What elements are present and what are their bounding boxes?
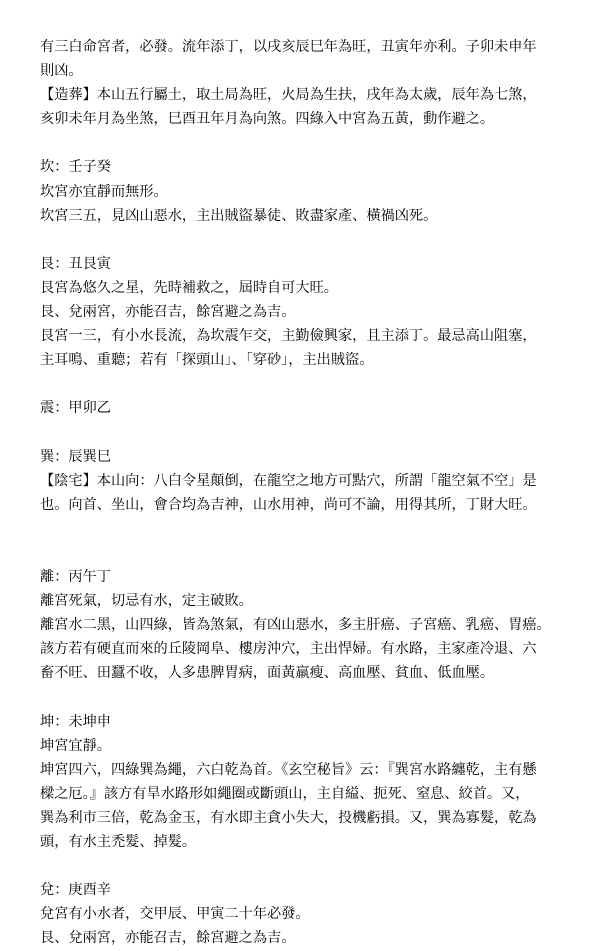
paragraph-gap [40, 228, 596, 252]
text-line: 坤宮四六，四綠巽為繩，六白乾為首。《玄空秘旨》云：『巽宮水路纏乾，主有懸 [40, 761, 537, 778]
section-heading-kan: 坎：壬子癸 [40, 159, 111, 176]
text-line: 該方若有硬直而來的丘陵岡阜、樓房沖穴，主出悍婦。有水路，主家產冷退、六 [40, 641, 537, 658]
paragraph-gap [40, 517, 596, 565]
text-line: 坎宮亦宜靜而無形。 [40, 183, 168, 200]
text-line: 也。向首、坐山，會合均為吉神，山水用神，尚可不論，用得其所，丁財大旺。 [40, 496, 537, 513]
text-line: 艮、兌兩宮，亦能召吉，餘宮避之為吉。 [40, 930, 296, 947]
text-line: 主耳鳴、重聽；若有「探頭山」、「穿砂」，主出賊盜。 [40, 352, 374, 369]
paragraph-gap [40, 131, 596, 155]
text-line: 艮、兌兩宮，亦能召吉，餘宮避之為吉。 [40, 304, 296, 321]
section-heading-xun: 巽：辰巽巳 [40, 448, 111, 465]
text-line: 巽為利市三倍，乾為金玉，有水即主貪小失大，投機虧損。又，巽為寡髮，乾為 [40, 810, 537, 826]
text-line: 則凶。 [40, 63, 83, 80]
text-line: 坤宮宜靜。 [40, 737, 111, 754]
text-line: 有三白命宮者，必發。流年添丁，以戌亥辰巳年為旺，丑寅年亦利。子卯未申年 [40, 39, 537, 55]
paragraph-gap [40, 854, 596, 878]
section-heading-zhen: 震：甲卯乙 [40, 400, 111, 417]
section-heading-gen: 艮：丑艮寅 [40, 255, 111, 272]
paragraph-gap [40, 372, 596, 396]
section-heading-kun: 坤：未坤申 [40, 713, 111, 730]
document-page [40, 35, 596, 951]
text-line: 亥卯未年月為坐煞，巳酉丑年月為向煞。四綠入中宮為五黃，動作避之。 [40, 111, 495, 128]
text-line: 兌宮有小水者，交甲辰、甲寅二十年必發。 [40, 906, 310, 923]
text-line: 樑之厄。』該方有旱水路形如繩圈或斷頭山，主自縊、扼死、窒息、絞首。又， [40, 785, 530, 802]
text-line: 【造葬】本山五行屬土，取土局為旺，火局為生扶，戌年為太歲，辰年為七煞， [40, 87, 537, 104]
text-line: 【陰宅】本山向：八白令星顛倒，在龍空之地方可點穴，所謂「龍空氣不空」是 [40, 472, 537, 489]
text-line: 頭，有水主禿髮、掉髮。 [40, 834, 197, 851]
paragraph-gap [40, 421, 596, 445]
text-line: 艮宮一三，有小水長流，為坎震乍交，主勤儉興家，且主添丁。最忌高山阻塞， [40, 328, 537, 345]
text-line: 畜不旺、田蠶不收，人多患脾胃病，面黃羸瘦、高血壓、貧血、低血壓。 [40, 665, 495, 682]
paragraph-gap [40, 686, 596, 710]
text-line: 艮宮為悠久之星，先時補救之，屆時自可大旺。 [40, 279, 338, 296]
text-line: 離宮水二黑，山四綠，皆為煞氣，有凶山惡水，多主肝癌、子宮癌、乳癌、胃癌。 [40, 617, 551, 634]
section-heading-li: 離：丙午丁 [40, 569, 111, 586]
text-line: 離宮死氣，切忌有水，定主破敗。 [40, 593, 253, 610]
section-heading-dui: 兌：庚酉辛 [40, 882, 111, 899]
text-line: 坎宮三五，見凶山惡水，主出賊盜暴徒、敗盡家產、橫禍凶死。 [40, 207, 438, 224]
